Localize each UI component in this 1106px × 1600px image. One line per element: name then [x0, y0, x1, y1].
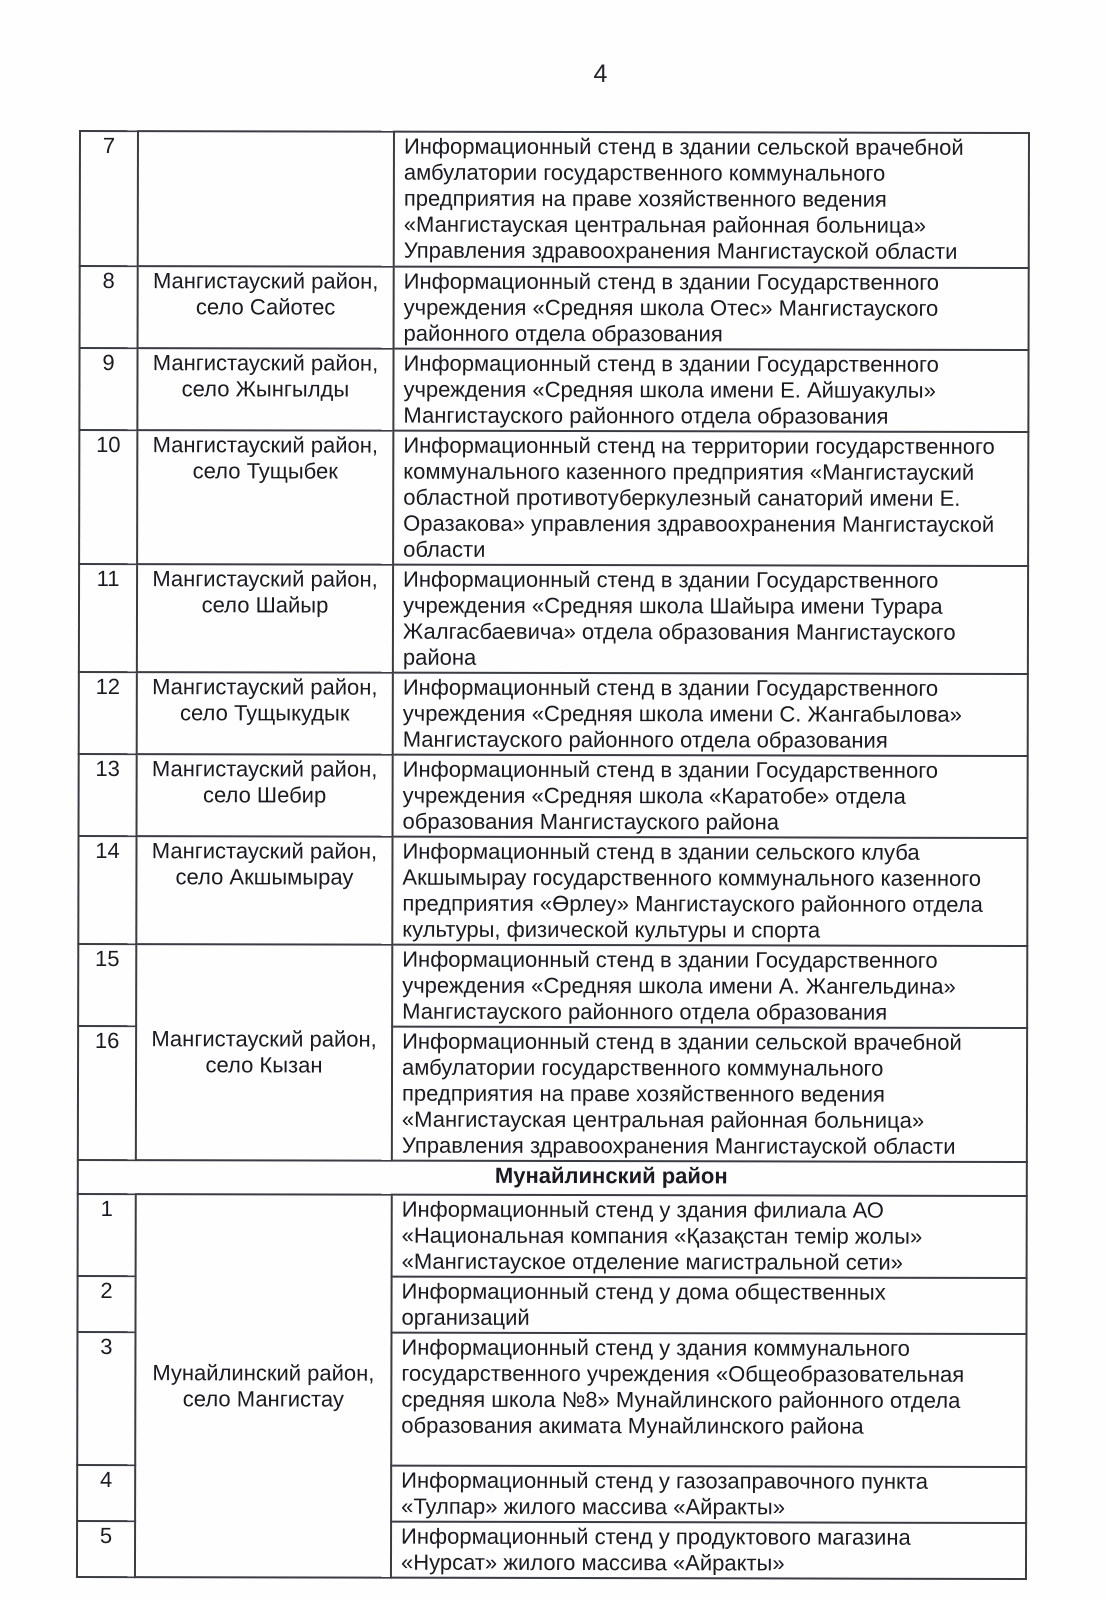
description-cell: Информационный стенд в здании Государственного учреждения «Средняя школа Отес» Мангистауского районного отдела образования — [394, 267, 1029, 350]
description-cell: Информационный стенд в здании Государственного учреждения «Средняя школа имени Е. Айшуакулы» Мангистауского районного отдела образования — [393, 349, 1028, 432]
table-row — [79, 430, 1028, 566]
description-cell: Информационный стенд у здания филиала АО «Национальная компания «Қазақстан темір жолы» «Мангистауское отделение магистральной сети» — [392, 1195, 1027, 1278]
description-cell: Информационный стенд в здании Государственного учреждения «Средняя школа Шайыра имени Турара Жалгасбаевича» отдела образования Мангистауского района — [393, 565, 1028, 674]
table-row — [79, 348, 1028, 432]
description-cell: Информационный стенд в здании сельской врачебной амбулатории государственного коммунального предприятия на праве хозяйственного ведения «Мангистауская центральная районная больница» Управления здравоохранения Мангистауской области — [394, 132, 1029, 268]
location-cell: Мангистауский район, село Жынгылды — [137, 348, 393, 431]
row-number-cell: 14 — [78, 836, 136, 944]
row-number-cell: 4 — [77, 1465, 135, 1521]
location-cell: Мангистауский район, село Тущыбек — [137, 430, 393, 565]
row-number-cell: 16 — [78, 1026, 136, 1160]
page-number: 4 — [593, 60, 608, 88]
table-row — [79, 754, 1028, 838]
location-cell: Мангистауский район, село Шайыр — [137, 564, 393, 673]
row-number-cell: 11 — [79, 564, 137, 672]
row-number-cell: 5 — [77, 1521, 135, 1577]
stands-table — [76, 130, 1030, 1580]
table-row — [78, 944, 1027, 1028]
description-cell: Информационный стенд у газозаправочного пункта «Тулпар» жилого массива «Айракты» — [391, 1466, 1026, 1523]
description-cell: Информационный стенд в здании Государственного учреждения «Средняя школа «Каратобе» отдела образования Мангистауского района — [393, 755, 1028, 838]
description-cell: Информационный стенд на территории государственного коммунального казенного предприятия «Мангистауский областной противотуберкулезный санаторий имени Е. Оразакова» управления здравоохранения Мангистауской области — [393, 431, 1028, 566]
description-cell: Информационный стенд в здании Государственного учреждения «Средняя школа имени С. Жангабылова» Мангистауского районного отдела образования — [393, 673, 1028, 756]
location-cell-merged-mangystau: Мунайлинский район, село Мангистау — [135, 1194, 392, 1578]
location-cell: Мангистауский район, село Акшымырау — [136, 836, 392, 945]
row-number-cell: 8 — [80, 266, 138, 348]
location-cell: Мангистауский район, село Сайотес — [138, 266, 394, 349]
stands-table-wrap — [76, 130, 1030, 1580]
description-cell: Информационный стенд в здании сельского клуба Акшымырау государственного коммунального казенного предприятия «Өрлеу» Мангистауского районного отдела культуры, физической культуры и спорта — [392, 837, 1027, 946]
description-cell: Информационный стенд у продуктового магазина «Нурсат» жилого массива «Айракты» — [391, 1522, 1026, 1579]
section-header-munaylinsky: Мунайлинский район — [78, 1160, 1027, 1196]
row-number-cell: 3 — [77, 1332, 135, 1465]
table-row — [78, 1194, 1027, 1278]
description-cell: Информационный стенд у здания коммунального государственного учреждения «Общеобразовательная средняя школа №8» Мунайлинского районного отдела образования акимата Мунайлинского района — [391, 1333, 1026, 1467]
location-cell-merged-kyzan: Мангистауский район, село Кызан — [136, 944, 392, 1161]
row-number-cell: 7 — [80, 131, 138, 266]
table-row — [78, 836, 1027, 946]
row-number-cell: 12 — [79, 672, 137, 754]
row-number-cell: 10 — [79, 430, 137, 564]
table-row — [80, 131, 1029, 268]
location-cell: Мангистауский район, село Шебир — [137, 754, 393, 837]
section-header-row — [78, 1160, 1027, 1196]
location-cell — [138, 131, 394, 267]
row-number-cell: 2 — [77, 1276, 135, 1332]
row-number-cell: 15 — [78, 944, 136, 1026]
row-number-cell: 13 — [79, 754, 137, 836]
table-row — [80, 266, 1029, 350]
table-row — [79, 564, 1028, 674]
table-row — [79, 672, 1028, 756]
description-cell: Информационный стенд в здании Государственного учреждения «Средняя школа имени А. Жангельдина» Мангистауского районного отдела образования — [392, 945, 1027, 1028]
location-cell: Мангистауский район, село Тущыкудык — [137, 672, 393, 755]
row-number-cell: 1 — [78, 1194, 136, 1276]
row-number-cell: 9 — [79, 348, 137, 430]
description-cell: Информационный стенд в здании сельской врачебной амбулатории государственного коммунального предприятия на праве хозяйственного ведения «Мангистауская центральная районная больница» Управления здравоохранения Мангистауской области — [392, 1027, 1027, 1162]
description-cell: Информационный стенд у дома общественных организаций — [391, 1277, 1026, 1334]
